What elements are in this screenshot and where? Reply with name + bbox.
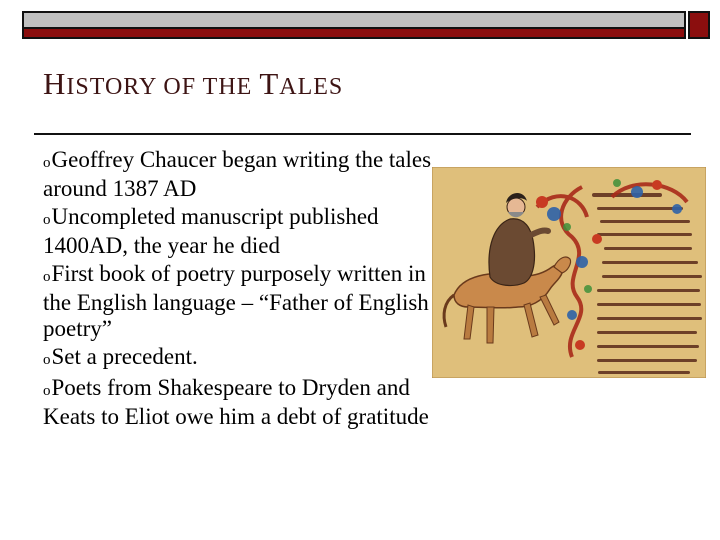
bullet-text: First book of poetry purposely written in the English language – “Father of English poetry” xyxy=(43,261,429,341)
bullet-item xyxy=(43,261,443,342)
bullet-marker: o xyxy=(43,352,51,368)
page-title: HISTORY OF THE TALES xyxy=(43,66,344,101)
bullet-list xyxy=(43,147,443,432)
title-divider xyxy=(34,133,691,135)
bullet-item xyxy=(43,344,443,373)
bullet-item xyxy=(43,204,443,259)
bullet-text: Uncompleted manuscript published 1400AD, the year he died xyxy=(43,204,379,258)
bullet-marker: o xyxy=(43,155,51,171)
bullet-item xyxy=(43,147,443,202)
bullet-item xyxy=(43,375,443,430)
bullet-text: Geoffrey Chaucer began writing the tales around 1387 AD xyxy=(43,147,432,201)
chaucer-manuscript-illustration xyxy=(432,167,706,378)
header-band xyxy=(22,11,686,39)
bullet-marker: o xyxy=(43,269,51,285)
header-band-stripe xyxy=(24,27,684,37)
bullet-marker: o xyxy=(43,212,51,228)
bullet-text: Set a precedent. xyxy=(51,344,198,369)
header-corner-block xyxy=(688,11,710,39)
bullet-text: Poets from Shakespeare to Dryden and Keats to Eliot owe him a debt of gratitude xyxy=(43,375,429,429)
bullet-marker: o xyxy=(43,383,51,399)
